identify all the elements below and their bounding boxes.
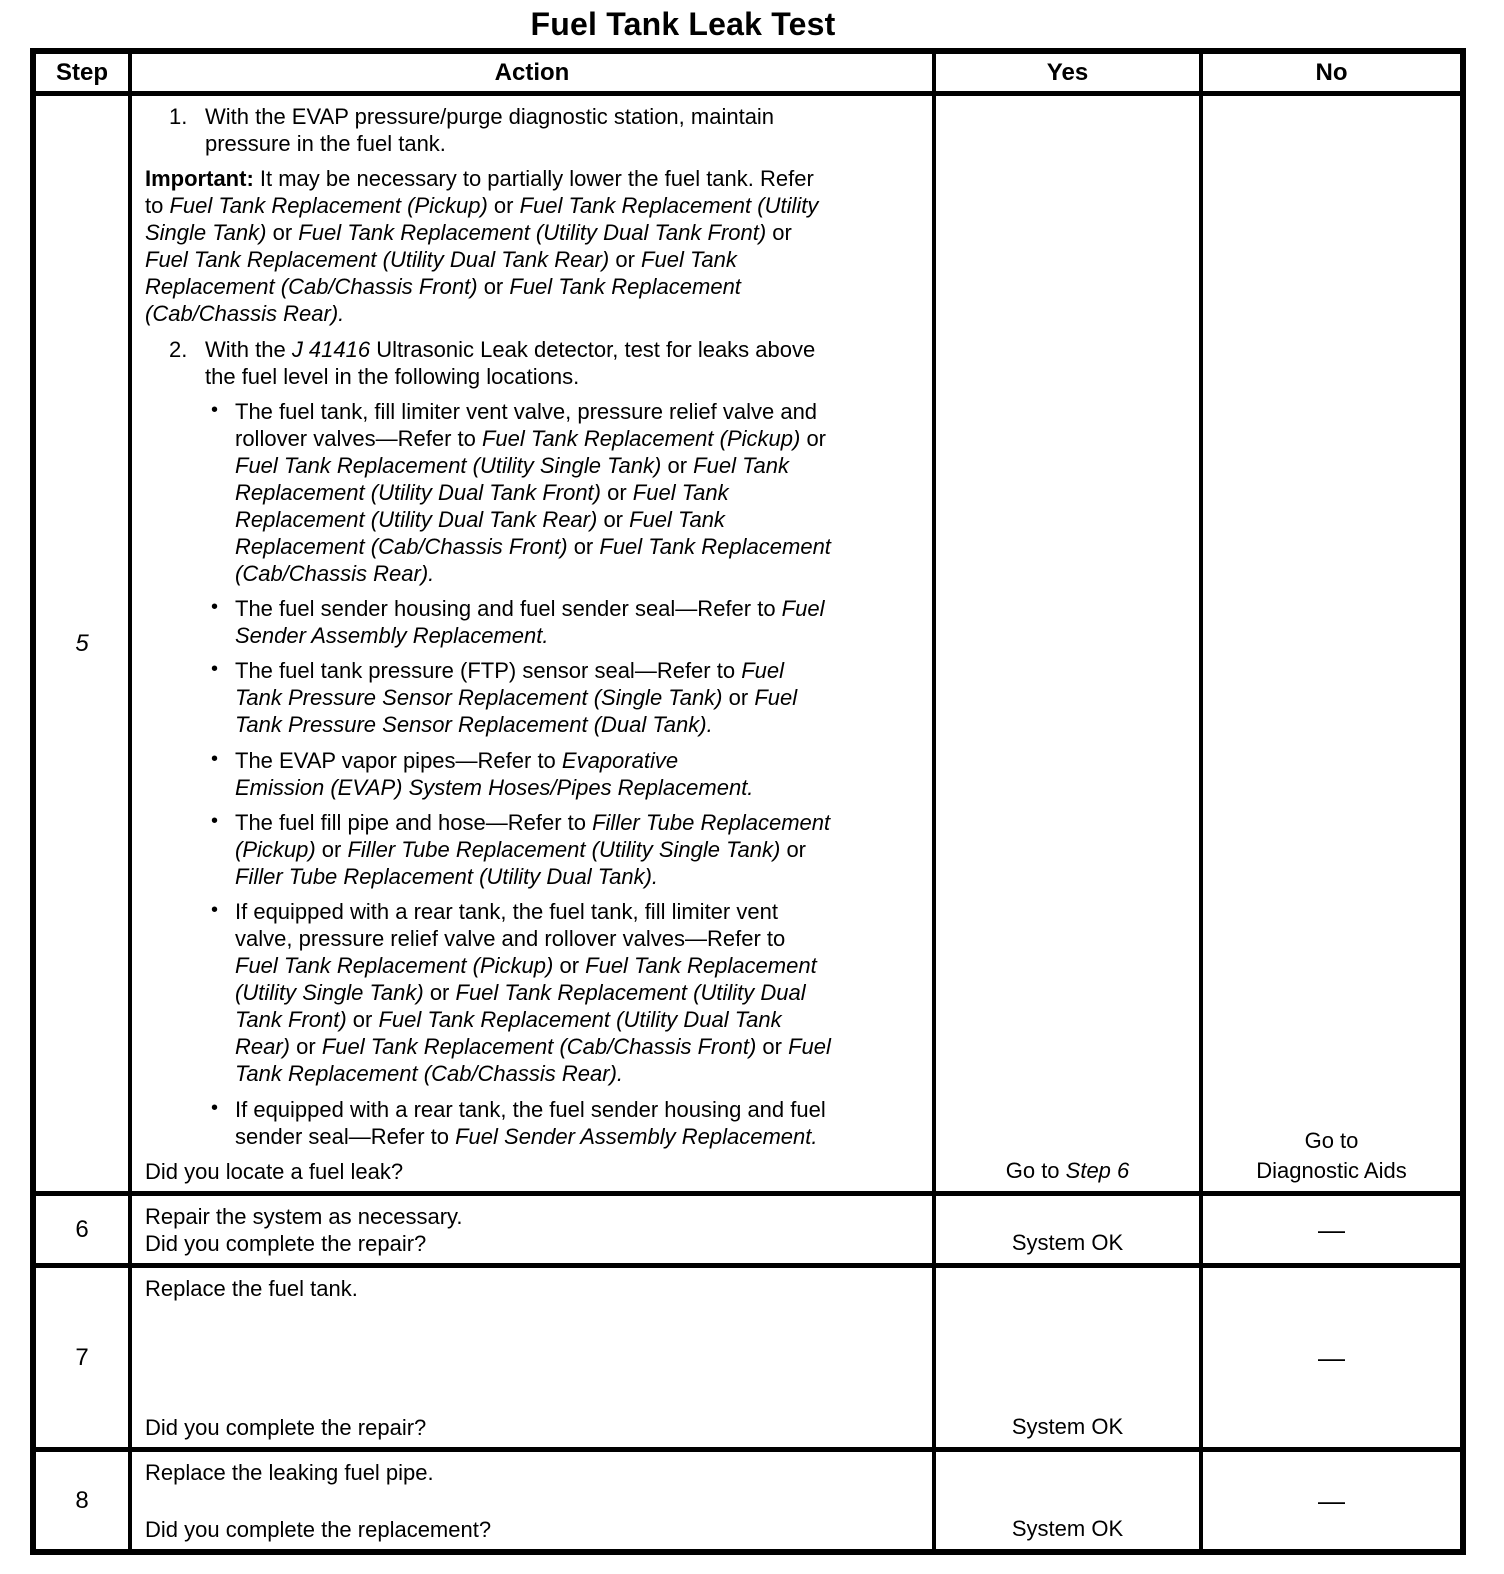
action-content (145, 1459, 922, 1543)
yes-cell (934, 1266, 1201, 1450)
text-segment: or (553, 953, 586, 979)
text-segment: Did you complete the repair? (145, 1415, 427, 1440)
text-segment: sender seal—Refer to (235, 1123, 456, 1149)
paragraph (145, 1230, 922, 1257)
text-segment: or (266, 220, 299, 246)
text-line (235, 479, 922, 506)
text-line (235, 1060, 922, 1087)
text-segment: Ultrasonic Leak detector, test for leaks above (370, 336, 816, 362)
text-line (145, 1203, 922, 1230)
text-segment: or (597, 506, 630, 532)
text-segment: Tank Pressure Sensor Replacement (Single Tank) (235, 685, 723, 711)
text-segment: (Utility Single Tank) (235, 980, 424, 1006)
text-segment: If equipped with a rear tank, the fuel tank, fill limiter vent (235, 899, 778, 925)
text-segment: Fuel Tank Replacement (Utility Dual Tank (378, 1007, 782, 1033)
text-segment: rollover valves—Refer to (235, 425, 482, 451)
text-segment: Diagnostic Aids (1256, 1158, 1407, 1183)
table-row (33, 1450, 1463, 1553)
text-segment: Important: (145, 166, 254, 192)
text-segment: Tank Pressure Sensor Replacement (Dual Tank). (235, 712, 713, 738)
step-number: 6 (75, 1215, 89, 1243)
table-header-row (33, 51, 1463, 94)
text-segment: Emission (EVAP) System Hoses/Pipes Replacement. (235, 774, 754, 800)
text-segment: Replacement (Cab/Chassis Front) (235, 533, 568, 559)
bullet-icon: • (211, 658, 219, 681)
paragraph (145, 1158, 922, 1185)
text-segment: Repair the system as necessary. (145, 1204, 463, 1229)
text-line (145, 246, 922, 273)
text-line (235, 657, 922, 684)
action-cell (130, 1266, 934, 1450)
text-segment: — (1318, 1214, 1345, 1245)
text-segment: — (1318, 1342, 1345, 1373)
text-segment: or (477, 274, 510, 300)
bullet-icon: • (211, 596, 219, 619)
table-row (33, 1266, 1463, 1450)
text-segment: Fuel Tank (632, 479, 729, 505)
text-line (235, 898, 922, 925)
text-line (235, 684, 922, 711)
text-segment: or (800, 425, 827, 451)
step-number-cell (33, 1194, 130, 1266)
text-segment: Fuel Tank Replacement (Pickup) (235, 953, 554, 979)
text-segment: Filler Tube Replacement (Utility Single Tank) (347, 837, 781, 863)
step-number-cell (33, 94, 130, 1194)
text-segment: valve, pressure relief valve and rollover valves—Refer to (235, 926, 786, 952)
paragraph (145, 165, 922, 327)
text-segment: Fuel Tank Replacement (509, 274, 741, 300)
paragraph (145, 1459, 922, 1486)
no-cell (1201, 1194, 1463, 1266)
text-segment: Fuel Tank (693, 452, 789, 478)
text-line (235, 1096, 922, 1123)
text-segment: Fuel Tank (629, 506, 725, 532)
text-segment: (Cab/Chassis Rear). (145, 301, 345, 327)
no-result (1203, 1156, 1460, 1186)
text-segment: Tank Replacement (Cab/Chassis Rear). (235, 1061, 624, 1087)
text-segment: Tank Front) (235, 1007, 347, 1033)
column-header-action: Action (130, 51, 934, 94)
text-segment: or (661, 452, 694, 478)
bullet-icon: • (211, 1096, 219, 1119)
text-line (235, 1033, 922, 1060)
text-segment: or (567, 533, 600, 559)
step-number-cell (33, 1450, 130, 1553)
yes-cell (934, 1194, 1201, 1266)
text-segment: Fuel (781, 596, 825, 622)
bullet-item (145, 747, 922, 801)
text-segment: or (609, 247, 642, 273)
text-line (235, 925, 922, 952)
text-line (235, 747, 922, 774)
text-line (235, 452, 922, 479)
text-segment: Go to (1304, 1128, 1359, 1153)
text-segment: or (722, 685, 755, 711)
column-header-yes: Yes (934, 51, 1201, 94)
text-line (145, 1516, 922, 1543)
table-row (33, 94, 1463, 1194)
text-segment: Fuel Tank Replacement (599, 533, 831, 559)
text-line (145, 1459, 922, 1486)
text-segment: Filler Tube Replacement (592, 810, 831, 836)
text-segment: or (601, 479, 633, 505)
text-line (145, 192, 922, 219)
text-line (235, 863, 922, 890)
numbered-item (145, 103, 922, 157)
text-line (235, 774, 922, 801)
text-segment: Fuel (741, 658, 784, 684)
bullet-icon: • (211, 899, 219, 922)
text-segment: The fuel sender housing and fuel sender seal—Refer to (235, 596, 782, 622)
step-number: 8 (75, 1486, 89, 1514)
text-segment: J 41416 (291, 336, 371, 362)
text-segment: Single Tank) (145, 220, 267, 246)
column-header-no: No (1201, 51, 1463, 94)
text-segment: System OK (1011, 1516, 1124, 1541)
text-line (235, 1006, 922, 1033)
text-line (235, 1123, 922, 1150)
text-segment: Replacement (Cab/Chassis Front) (145, 274, 478, 300)
bullet-item (145, 809, 922, 890)
text-line (145, 165, 922, 192)
text-line (205, 103, 922, 130)
text-segment: Replace the leaking fuel pipe. (145, 1460, 434, 1485)
text-segment: The EVAP vapor pipes—Refer to (235, 747, 562, 773)
paragraph (145, 1275, 922, 1302)
action-cell (130, 94, 934, 1194)
text-segment: the fuel level in the following locations. (205, 363, 580, 389)
text-segment: Fuel Tank Replacement (Utility Dual Tank Front) (298, 220, 767, 246)
text-line (235, 809, 922, 836)
text-segment: Evaporative (561, 747, 679, 773)
text-segment: to (145, 193, 170, 219)
list-number: 1. (169, 104, 188, 129)
no-cell (1201, 1450, 1463, 1553)
no-result (1203, 1215, 1460, 1245)
text-segment: Replace the fuel tank. (145, 1276, 358, 1301)
text-line (205, 130, 922, 157)
text-segment: Did you complete the replacement? (145, 1517, 492, 1542)
text-segment: Fuel Tank Replacement (585, 953, 817, 979)
text-segment: It may be necessary to partially lower the fuel tank. Refer (253, 166, 814, 192)
text-segment: Fuel Tank Replacement (Pickup) (169, 193, 488, 219)
paragraph (145, 1414, 922, 1441)
text-line (205, 336, 922, 363)
text-segment: Fuel Tank Replacement (Utility Single Tank) (235, 452, 662, 478)
bullet-item (145, 898, 922, 1087)
yes-cell (934, 1450, 1201, 1553)
paragraph (145, 1203, 922, 1230)
text-segment: Sender Assembly Replacement. (235, 623, 549, 649)
text-line (145, 1275, 922, 1302)
yes-result (936, 1228, 1199, 1258)
text-segment: or (423, 980, 456, 1006)
no-cell (1201, 94, 1463, 1194)
no-result (1203, 1343, 1460, 1373)
text-segment: Fuel Tank Replacement (Utility Dual Tank Rear) (145, 247, 610, 273)
text-line (145, 273, 922, 300)
text-line (235, 711, 922, 738)
text-segment: Fuel Tank Replacement (Pickup) (481, 425, 801, 451)
text-segment: or (315, 837, 348, 863)
text-segment: or (346, 1007, 379, 1033)
list-number: 2. (169, 336, 188, 362)
text-segment: or (766, 220, 792, 246)
column-header-step: Step (33, 51, 130, 94)
text-segment: Step 6 (1065, 1158, 1130, 1183)
bullet-icon: • (211, 810, 219, 833)
text-segment: Replacement (Utility Dual Tank Rear) (235, 506, 598, 532)
yes-result (936, 1412, 1199, 1442)
text-segment: With the EVAP pressure/purge diagnostic station, maintain (205, 104, 775, 129)
bullet-icon: • (211, 747, 219, 770)
text-line (235, 560, 922, 587)
step-number: 7 (75, 1343, 89, 1371)
text-line (235, 425, 922, 452)
action-content (145, 103, 922, 1185)
step-number-cell (33, 1266, 130, 1450)
text-line (235, 836, 922, 863)
text-segment: System OK (1011, 1414, 1124, 1439)
text-line (235, 979, 922, 1006)
action-cell (130, 1194, 934, 1266)
text-line (235, 506, 922, 533)
text-segment: The fuel tank, fill limiter vent valve, pressure relief valve and (235, 398, 818, 424)
table-row (33, 1194, 1463, 1266)
text-segment: or (487, 193, 520, 219)
no-result (1203, 1486, 1460, 1516)
text-line (145, 1230, 922, 1257)
text-segment: Fuel Tank (641, 247, 737, 273)
yes-result (936, 1156, 1199, 1186)
text-segment: Filler Tube Replacement (Utility Dual Tank). (235, 864, 659, 890)
text-segment: Did you complete the repair? (145, 1231, 427, 1256)
text-line (145, 219, 922, 246)
text-segment: The fuel tank pressure (FTP) sensor seal—Refer to (235, 658, 742, 684)
text-line (145, 1158, 922, 1185)
text-segment: pressure in the fuel tank. (205, 131, 446, 156)
no-result (1203, 1126, 1460, 1156)
text-segment: With the (205, 336, 292, 362)
paragraph (145, 1516, 922, 1543)
action-content (145, 1203, 922, 1257)
text-segment: (Cab/Chassis Rear). (235, 560, 435, 586)
text-line (235, 622, 922, 649)
text-segment: Fuel Sender Assembly Replacement. (455, 1123, 818, 1149)
text-line (235, 398, 922, 425)
bullet-item (145, 1096, 922, 1150)
step-number: 5 (75, 629, 89, 657)
no-cell (1201, 1266, 1463, 1450)
bullet-item (145, 595, 922, 649)
text-segment: Replacement (Utility Dual Tank Front) (235, 479, 601, 505)
text-segment: Go to (1005, 1158, 1066, 1183)
text-segment: Fuel (788, 1034, 831, 1060)
text-line (235, 952, 922, 979)
diagnostic-table (30, 48, 1466, 1555)
text-line (205, 363, 922, 390)
text-segment: or (780, 837, 807, 863)
yes-result (936, 1514, 1199, 1544)
bullet-item (145, 398, 922, 587)
text-line (235, 533, 922, 560)
text-segment: Fuel Tank Replacement (Utility Dual (455, 980, 806, 1006)
text-segment: Fuel Tank Replacement (Cab/Chassis Front) (321, 1034, 757, 1060)
yes-cell (934, 94, 1201, 1194)
text-segment: or (290, 1034, 322, 1060)
text-segment: — (1318, 1485, 1345, 1516)
text-segment: If equipped with a rear tank, the fuel sender housing and fuel (235, 1096, 826, 1122)
text-segment: Did you locate a fuel leak? (145, 1158, 404, 1184)
numbered-item (145, 336, 922, 390)
bullet-item (145, 657, 922, 738)
page-title: Fuel Tank Leak Test (530, 6, 836, 42)
text-segment: Fuel (754, 685, 798, 711)
text-segment: or (756, 1034, 789, 1060)
text-line (235, 595, 922, 622)
text-segment: (Pickup) (235, 837, 316, 863)
text-segment: The fuel fill pipe and hose—Refer to (235, 810, 593, 836)
text-line (145, 1414, 922, 1441)
action-content (145, 1275, 922, 1441)
text-line (145, 300, 922, 327)
text-segment: Fuel Tank Replacement (Utility (519, 193, 819, 219)
text-segment: System OK (1011, 1230, 1124, 1255)
text-segment: Rear) (235, 1034, 291, 1060)
action-cell (130, 1450, 934, 1553)
bullet-icon: • (211, 398, 219, 421)
